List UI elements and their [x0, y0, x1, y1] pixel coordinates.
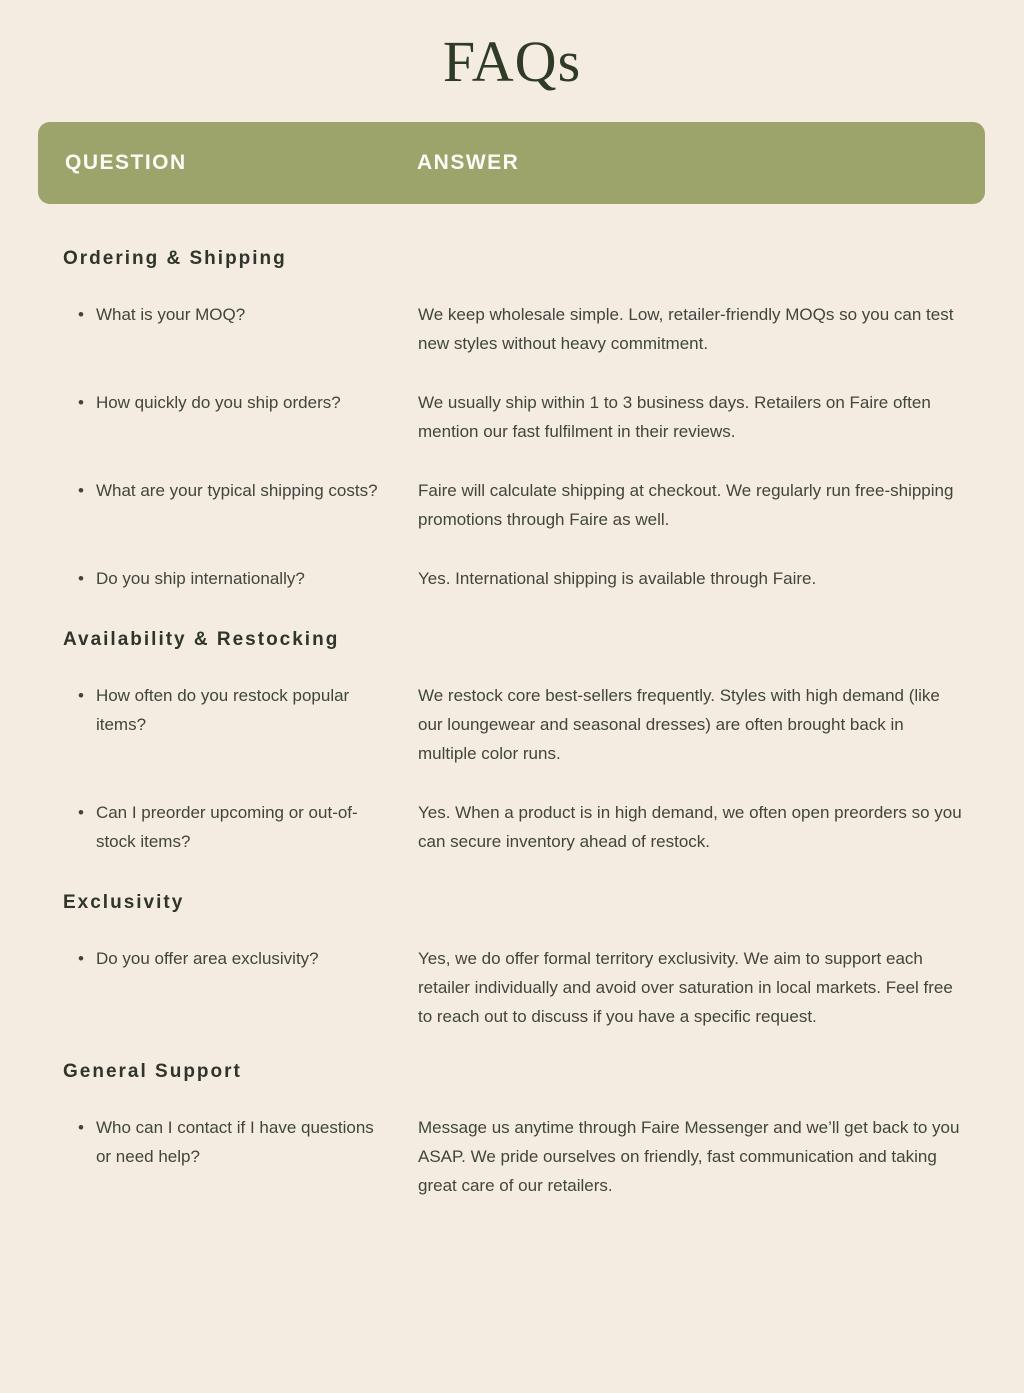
question-text: What is your MOQ?	[95, 305, 246, 324]
faq-row	[63, 388, 985, 446]
faq-row	[63, 681, 985, 768]
answer-text: Yes, we do offer formal territory exclusivity. We aim to support each retailer individually and avoid over saturation in local markets. Feel free to reach out to discuss if you have a specific request.	[418, 949, 953, 1026]
bullet-icon: •	[78, 803, 84, 822]
answer-text: Yes. When a product is in high demand, we often open preorders so you can secure inventory ahead of restock.	[418, 803, 962, 851]
question-text: Do you offer area exclusivity?	[95, 949, 319, 968]
bullet-icon: •	[78, 481, 84, 500]
section-heading: Availability & Restocking	[63, 629, 340, 650]
answer-text: We restock core best-sellers frequently. Styles with high demand (like our loungewear and seasonal dresses) are often brought back in multiple color runs.	[418, 686, 940, 763]
question-text: Who can I contact if I have questions or need help?	[95, 1118, 374, 1166]
section-heading: Exclusivity	[63, 892, 185, 913]
answer-text: Yes. International shipping is available through Faire.	[418, 569, 817, 588]
answer-text: Faire will calculate shipping at checkout. We regularly run free-shipping promotions through Faire as well.	[418, 481, 954, 529]
faq-row	[63, 564, 985, 593]
faq-row	[63, 300, 985, 358]
page-title: FAQs	[442, 29, 582, 94]
bullet-icon: •	[78, 1118, 84, 1137]
faq-content	[0, 204, 1024, 1200]
question-text: How quickly do you ship orders?	[95, 393, 341, 412]
section-exclusivity	[63, 892, 985, 1031]
answer-text: Message us anytime through Faire Messenger and we’ll get back to you ASAP. We pride ourselves on friendly, fast communication and taking great care of our retailers.	[418, 1118, 960, 1195]
question-cell	[63, 798, 418, 856]
section-heading: General Support	[63, 1061, 242, 1082]
bullet-icon: •	[78, 305, 84, 324]
answer-text: We usually ship within 1 to 3 business days. Retailers on Faire often mention our fast fulfilment in their reviews.	[418, 393, 931, 441]
question-column-header: QUESTION	[65, 151, 187, 174]
faq-row	[63, 944, 985, 1031]
question-cell	[63, 944, 418, 1031]
question-text: What are your typical shipping costs?	[95, 481, 378, 500]
bullet-icon: •	[78, 393, 84, 412]
question-cell	[63, 681, 418, 768]
question-text: Can I preorder upcoming or out-of-stock items?	[95, 803, 358, 851]
faq-page	[0, 28, 1024, 1200]
question-cell	[63, 564, 418, 593]
question-cell	[63, 476, 418, 534]
section-availability-restocking	[63, 629, 985, 856]
bullet-icon: •	[78, 569, 84, 588]
answer-text: We keep wholesale simple. Low, retailer-friendly MOQs so you can test new styles without heavy commitment.	[418, 305, 954, 353]
section-ordering-shipping	[63, 248, 985, 593]
bullet-icon: •	[78, 949, 84, 968]
faq-row	[63, 1113, 985, 1200]
section-general-support	[63, 1061, 985, 1200]
table-header-bar	[38, 122, 985, 204]
question-cell	[63, 388, 418, 446]
faq-row	[63, 798, 985, 856]
bullet-icon: •	[78, 686, 84, 705]
faq-row	[63, 476, 985, 534]
question-text: Do you ship internationally?	[95, 569, 305, 588]
question-cell	[63, 1113, 418, 1200]
question-cell	[63, 300, 418, 358]
section-heading: Ordering & Shipping	[63, 248, 287, 269]
answer-column-header: ANSWER	[417, 151, 520, 174]
question-text: How often do you restock popular items?	[95, 686, 350, 734]
